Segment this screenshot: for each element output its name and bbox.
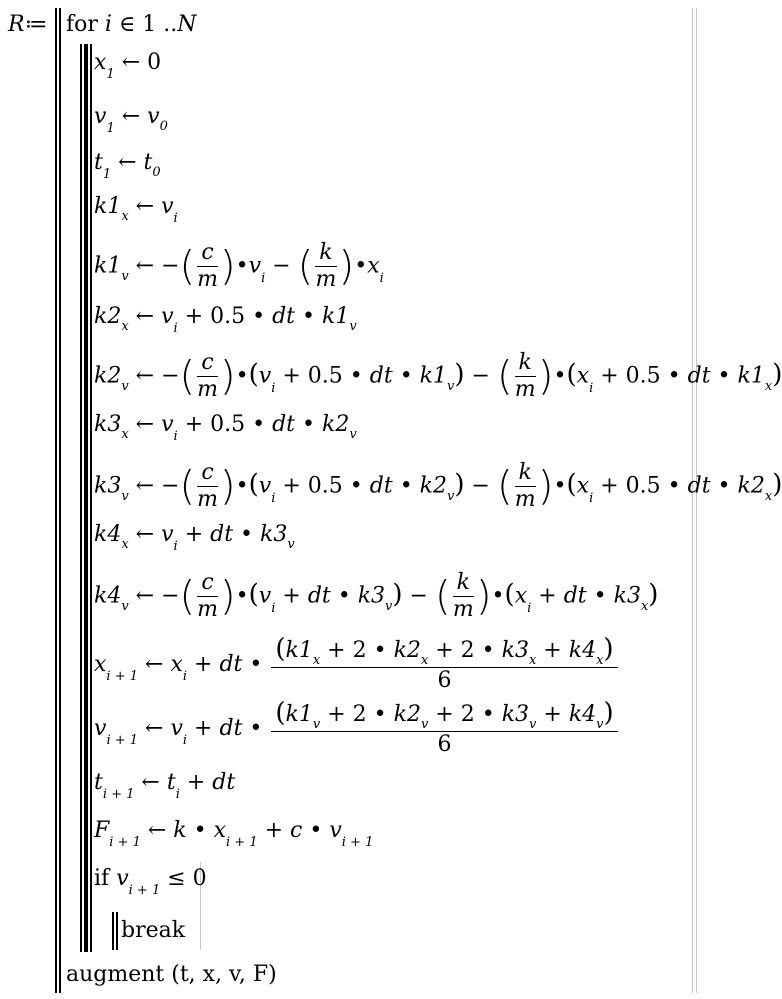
assign-op: ≔ bbox=[24, 12, 48, 37]
stmt-k3x: $k3_x$ ← $v_i + 0.5$ • dt • $k2_v$ bbox=[94, 412, 357, 444]
stmt-x-next: $x_{i + 1}$ ← $x_i$ + dt • $\frac{(k1_x + 2 • k2_x + 2 • k3_x + k4_x)}{6}$ bbox=[94, 636, 620, 694]
if-clause bbox=[94, 866, 207, 898]
body-bar-right bbox=[90, 44, 92, 952]
stmt-k4v: $k4_v$ ← −( $\frac{c}{m}$ )$•(v_i$ + dt • $k3_v$) − ( $\frac{k}{m}$ )$•(x_i$ + dt • $k3_x$) bbox=[94, 570, 659, 622]
break-bar-left bbox=[112, 912, 114, 950]
assign-line bbox=[8, 12, 47, 38]
for-in: ∈ bbox=[118, 12, 136, 37]
for-keyword: for bbox=[66, 12, 98, 37]
stmt-k2x: $k2_x$ ← $v_i + 0.5$ • dt • $k1_v$ bbox=[94, 304, 357, 336]
for-upper: N bbox=[177, 12, 197, 37]
stmt-F-next: $F_{i + 1}$ ← k • $x_{i + 1} + c$ • $v_{i + 1}$ bbox=[94, 818, 374, 850]
stmt-k3v: $k3_v$ ← −( $\frac{c}{m}$ )$•(v_i + 0.5$ • dt • $k2_v$) − ( $\frac{k}{m}$ )$•(x_i + 0.5$ • dt • $k2_x$) bbox=[94, 460, 782, 512]
if-var-sub: i + 1 bbox=[128, 883, 161, 898]
break-label: break bbox=[121, 918, 186, 943]
break-bar-right bbox=[116, 912, 118, 950]
if-var: v bbox=[116, 866, 129, 891]
stmt-k1v: $k1_v$ ← −( $\frac{c}{m}$ )$•v_i$ − ( $\frac{k}{m}$ )$•x_i$ bbox=[94, 240, 384, 292]
for-var: i bbox=[104, 12, 112, 37]
assign-lhs: R bbox=[8, 12, 25, 37]
loop-bar-left bbox=[80, 44, 82, 952]
stmt-v-next: $v_{i + 1}$ ← $v_i$ + dt • $\frac{(k1_v + 2 • k2_v + 2 • k3_v + k4_v)}{6}$ bbox=[94, 700, 620, 758]
program-bar-outer-right bbox=[59, 8, 61, 993]
stmt-t1: $t_1$ ← $t_0$ bbox=[94, 150, 161, 182]
augment-line bbox=[66, 962, 277, 988]
stmt-k4x: $k4_x$ ← $v_i$ + dt • $k3_v$ bbox=[94, 522, 295, 554]
body-bar-left bbox=[86, 44, 88, 952]
program-bar-outer-left bbox=[55, 8, 57, 993]
if-keyword: if bbox=[94, 866, 110, 891]
augment-text: augment (t, x, v, F) bbox=[66, 962, 277, 987]
stmt-t-next: $t_{i + 1}$ ← $t_i$ + dt bbox=[94, 770, 236, 802]
stmt-v1: $v_1$ ← $v_0$ bbox=[94, 104, 168, 136]
stmt-k2v: $k2_v$ ← −( $\frac{c}{m}$ )$•(v_i + 0.5$ • dt • $k1_v$) − ( $\frac{k}{m}$ )$•(x_i + 0.5$ • dt • $k1_x$) bbox=[94, 350, 782, 402]
stmt-x1: $x_1$ ← 0 bbox=[94, 50, 162, 82]
for-range: 1 .. bbox=[142, 12, 178, 37]
break-statement bbox=[121, 918, 185, 944]
stmt-k1x: $k1_x$ ← $v_i$ bbox=[94, 194, 178, 226]
if-cond: ≤ 0 bbox=[167, 866, 207, 891]
for-header bbox=[66, 12, 196, 38]
